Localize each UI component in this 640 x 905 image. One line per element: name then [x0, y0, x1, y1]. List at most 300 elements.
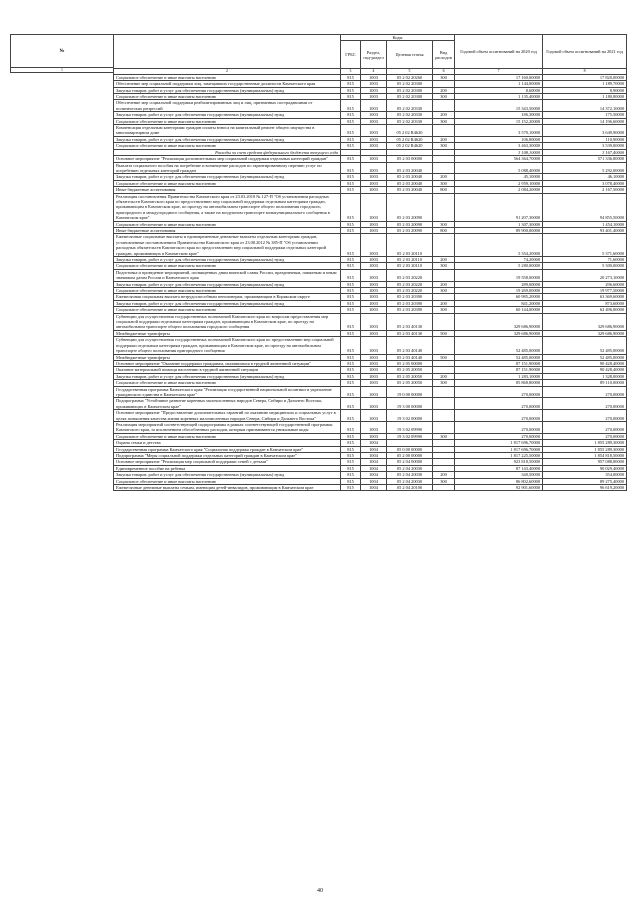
row-target-article: 05 2 03 20110 [387, 257, 433, 263]
row-name: Социальное обеспечение и иные выплаты населению [114, 74, 341, 80]
row-name: Социальное обеспечение и иные выплаты населению [114, 94, 341, 100]
row-name: Закупка товаров, работ и услуг для обеспечения государственных (муниципальных) нужд [114, 174, 341, 180]
row-expense-type [433, 410, 455, 422]
row-grbs: 815 [341, 360, 361, 366]
row-expense-type: 500 [433, 330, 455, 336]
row-name: Основное мероприятие "Оказание поддержки гражданам, оказавшимся в трудной жизненной ситуации" [114, 360, 341, 366]
row-razdel: 1003 [361, 180, 387, 186]
row-grbs: 815 [341, 74, 361, 80]
row-name: Межбюджетные трансферты [114, 330, 341, 336]
row-amount-2020: 329 686,90000 [455, 330, 543, 336]
row-name: Единовременное пособие на ребенка [114, 465, 341, 471]
row-expense-type: 200 [433, 257, 455, 263]
table-row [114, 234, 627, 257]
row-razdel: 1003 [361, 234, 387, 257]
row-name: Иные бюджетные ассигнования [114, 187, 341, 193]
row-razdel: 1003 [361, 380, 387, 386]
row-amount-2020: 3 463,30000 [455, 143, 543, 149]
row-amount-2020: 1 135,40000 [455, 94, 543, 100]
table-row [114, 337, 627, 354]
row-name: Иные бюджетные ассигнования [114, 227, 341, 233]
row-target-article: 05 2 03 20040 [387, 187, 433, 193]
row-grbs: 815 [341, 81, 361, 87]
row-name: Оказание материальной помощи населению в трудной жизненной ситуации [114, 367, 341, 373]
row-target-article: 05 2 03 00000 [387, 156, 433, 162]
row-amount-2021: 2 167,50000 [543, 187, 627, 193]
row-grbs: 815 [341, 136, 361, 142]
vid-header: Вид расходов [433, 41, 455, 69]
row-amount-2021: 94 855,50000 [543, 193, 627, 221]
row-expense-type [433, 100, 455, 112]
row-amount-2020: 1 817 696,70000 [455, 446, 543, 452]
row-name: Государственная программа Камчатского края "Социальная поддержка граждан в Камчатском крае" [114, 446, 341, 452]
table-row [114, 193, 627, 221]
row-amount-2021: 354,00000 [543, 472, 627, 478]
row-target-article: 05 2 02 R4620 [387, 125, 433, 137]
column-number: 2 [114, 69, 341, 74]
row-expense-type [433, 162, 455, 174]
row-amount-2020: 60 144,00000 [455, 307, 543, 313]
row-target-article: 05 2 03 20110 [387, 234, 433, 257]
row-amount-2020: 3 570,10000 [455, 125, 543, 137]
row-razdel: 1003 [361, 398, 387, 410]
row-target-article: 05 2 05 20050 [387, 373, 433, 379]
row-amount-2021: 89 275,40000 [543, 478, 627, 484]
row-name: Социальное обеспечение и иные выплаты населению [114, 180, 341, 186]
row-expense-type: 500 [433, 354, 455, 360]
row-amount-2020: 60 985,20000 [455, 294, 543, 300]
row-razdel: 1003 [361, 221, 387, 227]
row-razdel: 1003 [361, 87, 387, 93]
table-row [114, 313, 627, 330]
row-expense-type [433, 386, 455, 398]
row-grbs: 815 [341, 294, 361, 300]
row-name: Субвенции для осуществления государственных полномочий Камчатского края по предоставлению мер социальной поддержки отдельным категориям граждан, проживающим в Камчатском крае, по проезду на автомобильном транспорте общего пользования пригородного сообщения [114, 337, 341, 354]
row-name: Социальное обеспечение и иные выплаты населению [114, 221, 341, 227]
row-name: Социальное обеспечение и иные выплаты населению [114, 288, 341, 294]
row-grbs: 815 [341, 337, 361, 354]
row-razdel: 1003 [361, 386, 387, 398]
row-grbs: 815 [341, 410, 361, 422]
row-grbs: 815 [341, 398, 361, 410]
table-row [114, 125, 627, 137]
row-target-article: 05 2 03 20110 [387, 263, 433, 269]
row-amount-2020: 87 151,90000 [455, 367, 543, 373]
row-amount-2020: 1 144,00000 [455, 81, 543, 87]
row-target-article: 05 2 02 R4620 [387, 143, 433, 149]
row-expense-type: 800 [433, 187, 455, 193]
row-grbs: 815 [341, 227, 361, 233]
row-grbs: 815 [341, 100, 361, 112]
row-target-article: 05 2 02 20330 [387, 100, 433, 112]
row-amount-2021: 93 401,40000 [543, 227, 627, 233]
row-razdel: 1003 [361, 354, 387, 360]
table-row [114, 398, 627, 410]
row-razdel: 1004 [361, 446, 387, 452]
row-target-article: 05 2 03 20090 [387, 221, 433, 227]
year-2020-header: Годовой объем ассигнований на 2020 год [455, 35, 543, 69]
row-grbs: 815 [341, 187, 361, 193]
row-expense-type: 300 [433, 288, 455, 294]
row-amount-2020: 106,80000 [455, 136, 543, 142]
row-expense-type: 200 [433, 281, 455, 287]
row-razdel: 1003 [361, 313, 387, 330]
row-name: Государственная программа Камчатского края "Реализация государственной национальной политики и укрепление гражданского единства в Камчатском крае" [114, 386, 341, 398]
row-amount-2021: 14 196,60000 [543, 118, 627, 124]
row-grbs: 815 [341, 478, 361, 484]
row-grbs: 815 [341, 300, 361, 306]
column-number: 3 [341, 69, 361, 74]
row-amount-2020: 1 817 225,50000 [455, 453, 543, 459]
row-amount-2021: 19 977,50000 [543, 288, 627, 294]
row-expense-type: 300 [433, 263, 455, 269]
row-expense-type: 300 [433, 478, 455, 484]
row-expense-type: 200 [433, 373, 455, 379]
row-amount-2021: 62 496,00000 [543, 307, 627, 313]
row-name: Социальное обеспечение и иные выплаты населению [114, 307, 341, 313]
row-amount-2021: 873,60000 [543, 300, 627, 306]
row-expense-type: 300 [433, 307, 455, 313]
row-amount-2020: 92 901,60000 [455, 485, 543, 491]
row-amount-2021: 175,50000 [543, 112, 627, 118]
row-razdel: 1004 [361, 478, 387, 484]
row-grbs: 815 [341, 485, 361, 491]
row-grbs: 815 [341, 307, 361, 313]
row-expense-type: 300 [433, 221, 455, 227]
row-name: Закупка товаров, работ и услуг для обеспечения государственных (муниципальных) нужд [114, 136, 341, 142]
row-grbs: 815 [341, 373, 361, 379]
row-target-article: 05 2 05 20050 [387, 367, 433, 373]
row-expense-type: 200 [433, 112, 455, 118]
row-target-article: 05 2 04 00000 [387, 459, 433, 465]
row-grbs: 815 [341, 162, 361, 174]
row-grbs: 815 [341, 174, 361, 180]
row-target-article: 05 2 02 20300 [387, 87, 433, 93]
row-amount-2021: 3 649,90000 [543, 125, 627, 137]
row-razdel: 1003 [361, 156, 387, 162]
row-expense-type [433, 125, 455, 137]
row-amount-2020: 85 868,80000 [455, 380, 543, 386]
row-amount-2020: 841,20000 [455, 300, 543, 306]
row-razdel: 1003 [361, 410, 387, 422]
table-row [114, 410, 627, 422]
row-amount-2021: 270,00000 [543, 386, 627, 398]
row-name: Социальное обеспечение и иные выплаты населению [114, 433, 341, 439]
table-row [114, 100, 627, 112]
row-target-article: 05 2 03 40130 [387, 330, 433, 336]
row-amount-2021: 5 300,00000 [543, 263, 627, 269]
row-expense-type: 300 [433, 118, 455, 124]
row-amount-2021: 5 292,00000 [543, 162, 627, 174]
row-razdel: 1003 [361, 373, 387, 379]
row-grbs: 815 [341, 281, 361, 287]
row-amount-2021: 8,90000 [543, 87, 627, 93]
row-target-article: 05 2 03 20090 [387, 193, 433, 221]
row-razdel: 1003 [361, 269, 387, 281]
no-column-header: № [10, 34, 113, 68]
row-grbs: 815 [341, 269, 361, 281]
row-name: Закупка товаров, работ и услуг для обеспечения государственных (муниципальных) нужд [114, 112, 341, 118]
row-amount-2020: 19 269,00000 [455, 288, 543, 294]
row-amount-2021: 17 820,00000 [543, 74, 627, 80]
row-amount-2020: 289,00000 [455, 281, 543, 287]
row-amount-2021: 957 088,80000 [543, 459, 627, 465]
row-target-article: 05 2 03 20220 [387, 269, 433, 281]
row-name: Подготовка и проведение мероприятий, посвященных дням воинской славы России, праздничным, памятным и иным значимым датам России и Камчатского края [114, 269, 341, 281]
row-name: Основное мероприятие "Реализация мер социальной поддержки семей с детьми" [114, 459, 341, 465]
table-row [114, 421, 627, 433]
row-target-article: 05 2 04 20030 [387, 478, 433, 484]
row-razdel: 1003 [361, 257, 387, 263]
row-amount-2020: 270,00000 [455, 433, 543, 439]
row-amount-2020: 564 364,70000 [455, 156, 543, 162]
row-target-article: 05 2 03 40130 [387, 313, 433, 330]
name-column-header [114, 35, 341, 69]
row-grbs: 815 [341, 421, 361, 433]
row-amount-2020: 1 817 696,70000 [455, 440, 543, 446]
row-razdel: 1003 [361, 263, 387, 269]
row-razdel: 1003 [361, 74, 387, 80]
row-grbs: 815 [341, 465, 361, 471]
row-name: Ежемесячная социальная выплата нетрудоспособным пенсионерам, проживающим в Корякском округе [114, 294, 341, 300]
row-name: Обеспечение мер социальной поддержки реабилитированных лиц и лиц, признанных пострадавшими от политических репрессий [114, 100, 341, 112]
row-name: Социальное обеспечение и иные выплаты населению [114, 380, 341, 386]
row-razdel: 1004 [361, 459, 387, 465]
row-grbs: 815 [341, 94, 361, 100]
row-target-article: 05 2 03 20220 [387, 281, 433, 287]
row-name: Ежемесячные денежные выплаты семьям, имеющим детей-инвалидов, проживающим в Камчатском крае [114, 485, 341, 491]
table-row [114, 162, 627, 174]
row-name: Ежемесячные социальные выплаты и единовременные денежные выплаты отдельным категориям граждан, установленные постановлением Правительства Камчатского края от 23.08.2012 № 385-П "Об установлении расходных обязательств Камчатского края по предоставлению мер социальной поддержки отдельных категорий граждан, проживающих в Камчатском крае" [114, 234, 341, 257]
row-name: Межбюджетные трансферты [114, 354, 341, 360]
row-target-article: 19 3 02 09990 [387, 433, 433, 439]
row-amount-2021: 3 167,40000 [543, 149, 627, 155]
row-razdel: 1003 [361, 288, 387, 294]
razdel-header: Раздел, под-раздел [361, 41, 387, 69]
row-amount-2020: 5 280,00000 [455, 263, 543, 269]
row-target-article: 05 2 03 20040 [387, 174, 433, 180]
row-razdel: 1003 [361, 433, 387, 439]
row-target-article: 05 2 02 20330 [387, 112, 433, 118]
row-amount-2021: 20 273,10000 [543, 269, 627, 281]
column-number: 8 [543, 69, 627, 74]
row-amount-2021: 270,00000 [543, 433, 627, 439]
row-amount-2021: 1 180,80000 [543, 94, 627, 100]
row-amount-2021: 1 854 818,50000 [543, 453, 627, 459]
row-razdel: 1003 [361, 337, 387, 354]
row-target-article: 05 2 04 20030 [387, 465, 433, 471]
no-column-number: 1 [10, 68, 113, 73]
row-target-article: 05 2 02 20300 [387, 94, 433, 100]
row-target-article: 05 2 02 20300 [387, 81, 433, 87]
row-grbs: 815 [341, 234, 361, 257]
row-expense-type: 200 [433, 472, 455, 478]
row-expense-type: 300 [433, 94, 455, 100]
row-expense-type [433, 269, 455, 281]
row-razdel: 1004 [361, 485, 387, 491]
row-expense-type: 300 [433, 380, 455, 386]
row-target-article: 05 2 03 40140 [387, 337, 433, 354]
budget-table-body [114, 74, 627, 491]
row-amount-2021: 3 078,40000 [543, 180, 627, 186]
row-name: Охрана семьи и детства [114, 440, 341, 446]
row-grbs: 815 [341, 156, 361, 162]
row-amount-2021: 1 454,10000 [543, 221, 627, 227]
row-grbs: 815 [341, 453, 361, 459]
row-name: Обеспечение мер социальной поддержки лиц, замещавших государственные должности Камчатского края [114, 81, 341, 87]
row-name: Основное мероприятие "Предоставление дополнительных гарантий по оказанию медицинских и социальных услуг в целях повышения качества жизни коренных малочисленных народов Севера, Сибири и Дальнего Востока" [114, 410, 341, 422]
row-target-article: 05 2 02 20260 [387, 74, 433, 80]
row-target-article: 05 2 03 40140 [387, 354, 433, 360]
row-name: Социальное обеспечение и иные выплаты населению [114, 263, 341, 269]
row-amount-2020: 329 686,90000 [455, 313, 543, 330]
row-grbs: 815 [341, 367, 361, 373]
row-amount-2020: 8,60000 [455, 87, 543, 93]
row-amount-2021: 1 855 289,30000 [543, 440, 627, 446]
row-grbs: 815 [341, 180, 361, 186]
row-expense-type [433, 398, 455, 410]
row-name: Субвенции для осуществления государственных полномочий Камчатского края по вопросам предоставления мер социальной поддержки отдельным категориям граждан, проживающим в Камчатском крае, по проезду на автомобильном транспорте общего пользования городского сообщения [114, 313, 341, 330]
row-amount-2021: 63 369,60000 [543, 294, 627, 300]
row-target-article: 05 2 04 20100 [387, 485, 433, 491]
row-razdel: 1003 [361, 294, 387, 300]
row-amount-2020: 86 802,60000 [455, 478, 543, 484]
row-amount-2020: 87 143,40000 [455, 465, 543, 471]
row-amount-2020: 1 283,10000 [455, 373, 543, 379]
row-amount-2021: 329 686,90000 [543, 330, 627, 336]
row-amount-2020: 270,00000 [455, 398, 543, 410]
codes-header: Коды [341, 35, 455, 41]
row-grbs: 815 [341, 125, 361, 137]
row-razdel: 1003 [361, 330, 387, 336]
row-name: Компенсация отдельным категориям граждан оплаты взноса на капитальный ремонт общего имущества в многоквартирном доме [114, 125, 341, 137]
row-amount-2021: 1 189,70000 [543, 81, 627, 87]
year-2021-header: Годовой объем ассигнований на 2021 год [543, 35, 627, 69]
row-name: Закупка товаров, работ и услуг для обеспечения государственных (муниципальных) нужд [114, 300, 341, 306]
row-expense-type: 300 [433, 143, 455, 149]
row-razdel: 1003 [361, 367, 387, 373]
row-amount-2020: 52 485,00000 [455, 354, 543, 360]
row-amount-2020: 15 343,50000 [455, 100, 543, 112]
row-name: Социальное обеспечение и иные выплаты населению [114, 118, 341, 124]
row-amount-2021: 110,90000 [543, 136, 627, 142]
row-grbs: 815 [341, 446, 361, 452]
row-amount-2021: 71,60000 [543, 257, 627, 263]
row-name: Подпрограмма "Устойчивое развитие коренных малочисленных народов Севера, Сибири и Дальнего Востока, проживающих в Камчатском крае" [114, 398, 341, 410]
row-amount-2021: 90 029,40000 [543, 465, 627, 471]
row-expense-type [433, 337, 455, 354]
row-razdel: 1003 [361, 162, 387, 174]
row-expense-type: 300 [433, 180, 455, 186]
row-expense-type: 200 [433, 136, 455, 142]
row-amount-2021: 571 336,80000 [543, 156, 627, 162]
row-amount-2021: 46,10000 [543, 174, 627, 180]
column-number: 6 [433, 69, 455, 74]
column-number: 4 [361, 69, 387, 74]
column-number: 7 [455, 69, 543, 74]
row-amount-2020: 17 160,00000 [455, 74, 543, 80]
row-name: Закупка товаров, работ и услуг для обеспечения государственных (муниципальных) нужд [114, 373, 341, 379]
row-razdel: 1004 [361, 453, 387, 459]
row-amount-2020: 1 307,30000 [455, 221, 543, 227]
row-target-article: 05 2 03 20220 [387, 288, 433, 294]
row-name: Закупка товаров, работ и услуг для обеспечения государственных (муниципальных) нужд [114, 257, 341, 263]
row-amount-2021: 1 328,00000 [543, 373, 627, 379]
row-target-article: 05 2 03 20090 [387, 227, 433, 233]
row-amount-2020: 923 818,50000 [455, 459, 543, 465]
row-amount-2020: 5 088,40000 [455, 162, 543, 174]
row-amount-2021: 3 539,00000 [543, 143, 627, 149]
row-target-article: 19 3 02 09990 [387, 421, 433, 433]
row-expense-type [433, 485, 455, 491]
row-target-article: 05 2 02 20330 [387, 118, 433, 124]
row-name: Социальное обеспечение и иные выплаты населению [114, 143, 341, 149]
row-amount-2021: 270,00000 [543, 421, 627, 433]
row-name: Выплата социального пособия на погребение и возмещение расходов по гарантированному перечню услуг по погребению отдельных категорий граждан [114, 162, 341, 174]
row-razdel: 1003 [361, 360, 387, 366]
row-razdel: 1004 [361, 465, 387, 471]
row-amount-2020: 87 151,90000 [455, 360, 543, 366]
row-razdel: 1003 [361, 421, 387, 433]
row-razdel: 1003 [361, 118, 387, 124]
row-amount-2021: 90 428,40000 [543, 360, 627, 366]
row-name: Реализация мероприятий соответствующей подпрограммы в рамках соответствующей государственной программы Камчатского края, за исключением обособленных расходов, которым присваиваются уникальные коды [114, 421, 341, 433]
row-grbs: 815 [341, 386, 361, 398]
row-amount-2020: 270,00000 [455, 410, 543, 422]
row-name: Основное мероприятие "Реализация дополнительных мер социальной поддержки отдельных категорий граждан" [114, 156, 341, 162]
row-expense-type: 200 [433, 300, 455, 306]
row-amount-2021: 89 110,00000 [543, 380, 627, 386]
row-expense-type: 800 [433, 227, 455, 233]
row-name: Закупка товаров, работ и услуг для обеспечения государственных (муниципальных) нужд [114, 87, 341, 93]
row-expense-type: 200 [433, 174, 455, 180]
row-target-article: 05 2 02 R4620 [387, 136, 433, 142]
row-grbs: 815 [341, 221, 361, 227]
row-amount-2021: 270,00000 [543, 410, 627, 422]
row-grbs: 815 [341, 354, 361, 360]
row-amount-2020: 89 900,00000 [455, 227, 543, 233]
row-name: Реализация постановления Правительства Камчатского края от 23.03.2010 № 127-П "Об установлении расходных обязательств Камчатского края по предоставлению мер социальной поддержки отдельным категориям граждан, проживающим в Камчатском крае, по проезду на автомобильном транспорте общего пользования городского, пригородного и междугородного сообщения, а также на воздушном транспорте межмуниципального сообщения в Камчатском крае" [114, 193, 341, 221]
row-razdel: 1003 [361, 100, 387, 112]
budget-table-container [113, 34, 626, 491]
table-row [114, 386, 627, 398]
row-grbs: 815 [341, 459, 361, 465]
statya-header: Целевая статья [387, 41, 433, 69]
row-grbs: 815 [341, 472, 361, 478]
row-razdel: 1003 [361, 174, 387, 180]
row-razdel: 1004 [361, 440, 387, 446]
row-target-article: 19 0 00 00000 [387, 386, 433, 398]
table-row [114, 485, 627, 491]
row-name: Закупка товаров, работ и услуг для обеспечения государственных (муниципальных) нужд [114, 472, 341, 478]
row-expense-type [433, 234, 455, 257]
row-expense-type: 300 [433, 74, 455, 80]
row-amount-2020: 2 084,20000 [455, 187, 543, 193]
row-razdel: 1003 [361, 136, 387, 142]
row-razdel: 1003 [361, 187, 387, 193]
row-expense-type [433, 313, 455, 330]
row-amount-2021: 296,60000 [543, 281, 627, 287]
row-name: Расходы за счет средств федерального бюджета текущего года [114, 149, 341, 155]
row-amount-2021: 52 485,00000 [543, 337, 627, 354]
row-target-article: 05 2 03 20390 [387, 294, 433, 300]
row-expense-type: 300 [433, 433, 455, 439]
row-razdel: 1003 [361, 143, 387, 149]
row-grbs: 815 [341, 313, 361, 330]
row-amount-2020: 45,10000 [455, 174, 543, 180]
row-grbs: 815 [341, 143, 361, 149]
row-amount-2021: 96 619,20000 [543, 485, 627, 491]
